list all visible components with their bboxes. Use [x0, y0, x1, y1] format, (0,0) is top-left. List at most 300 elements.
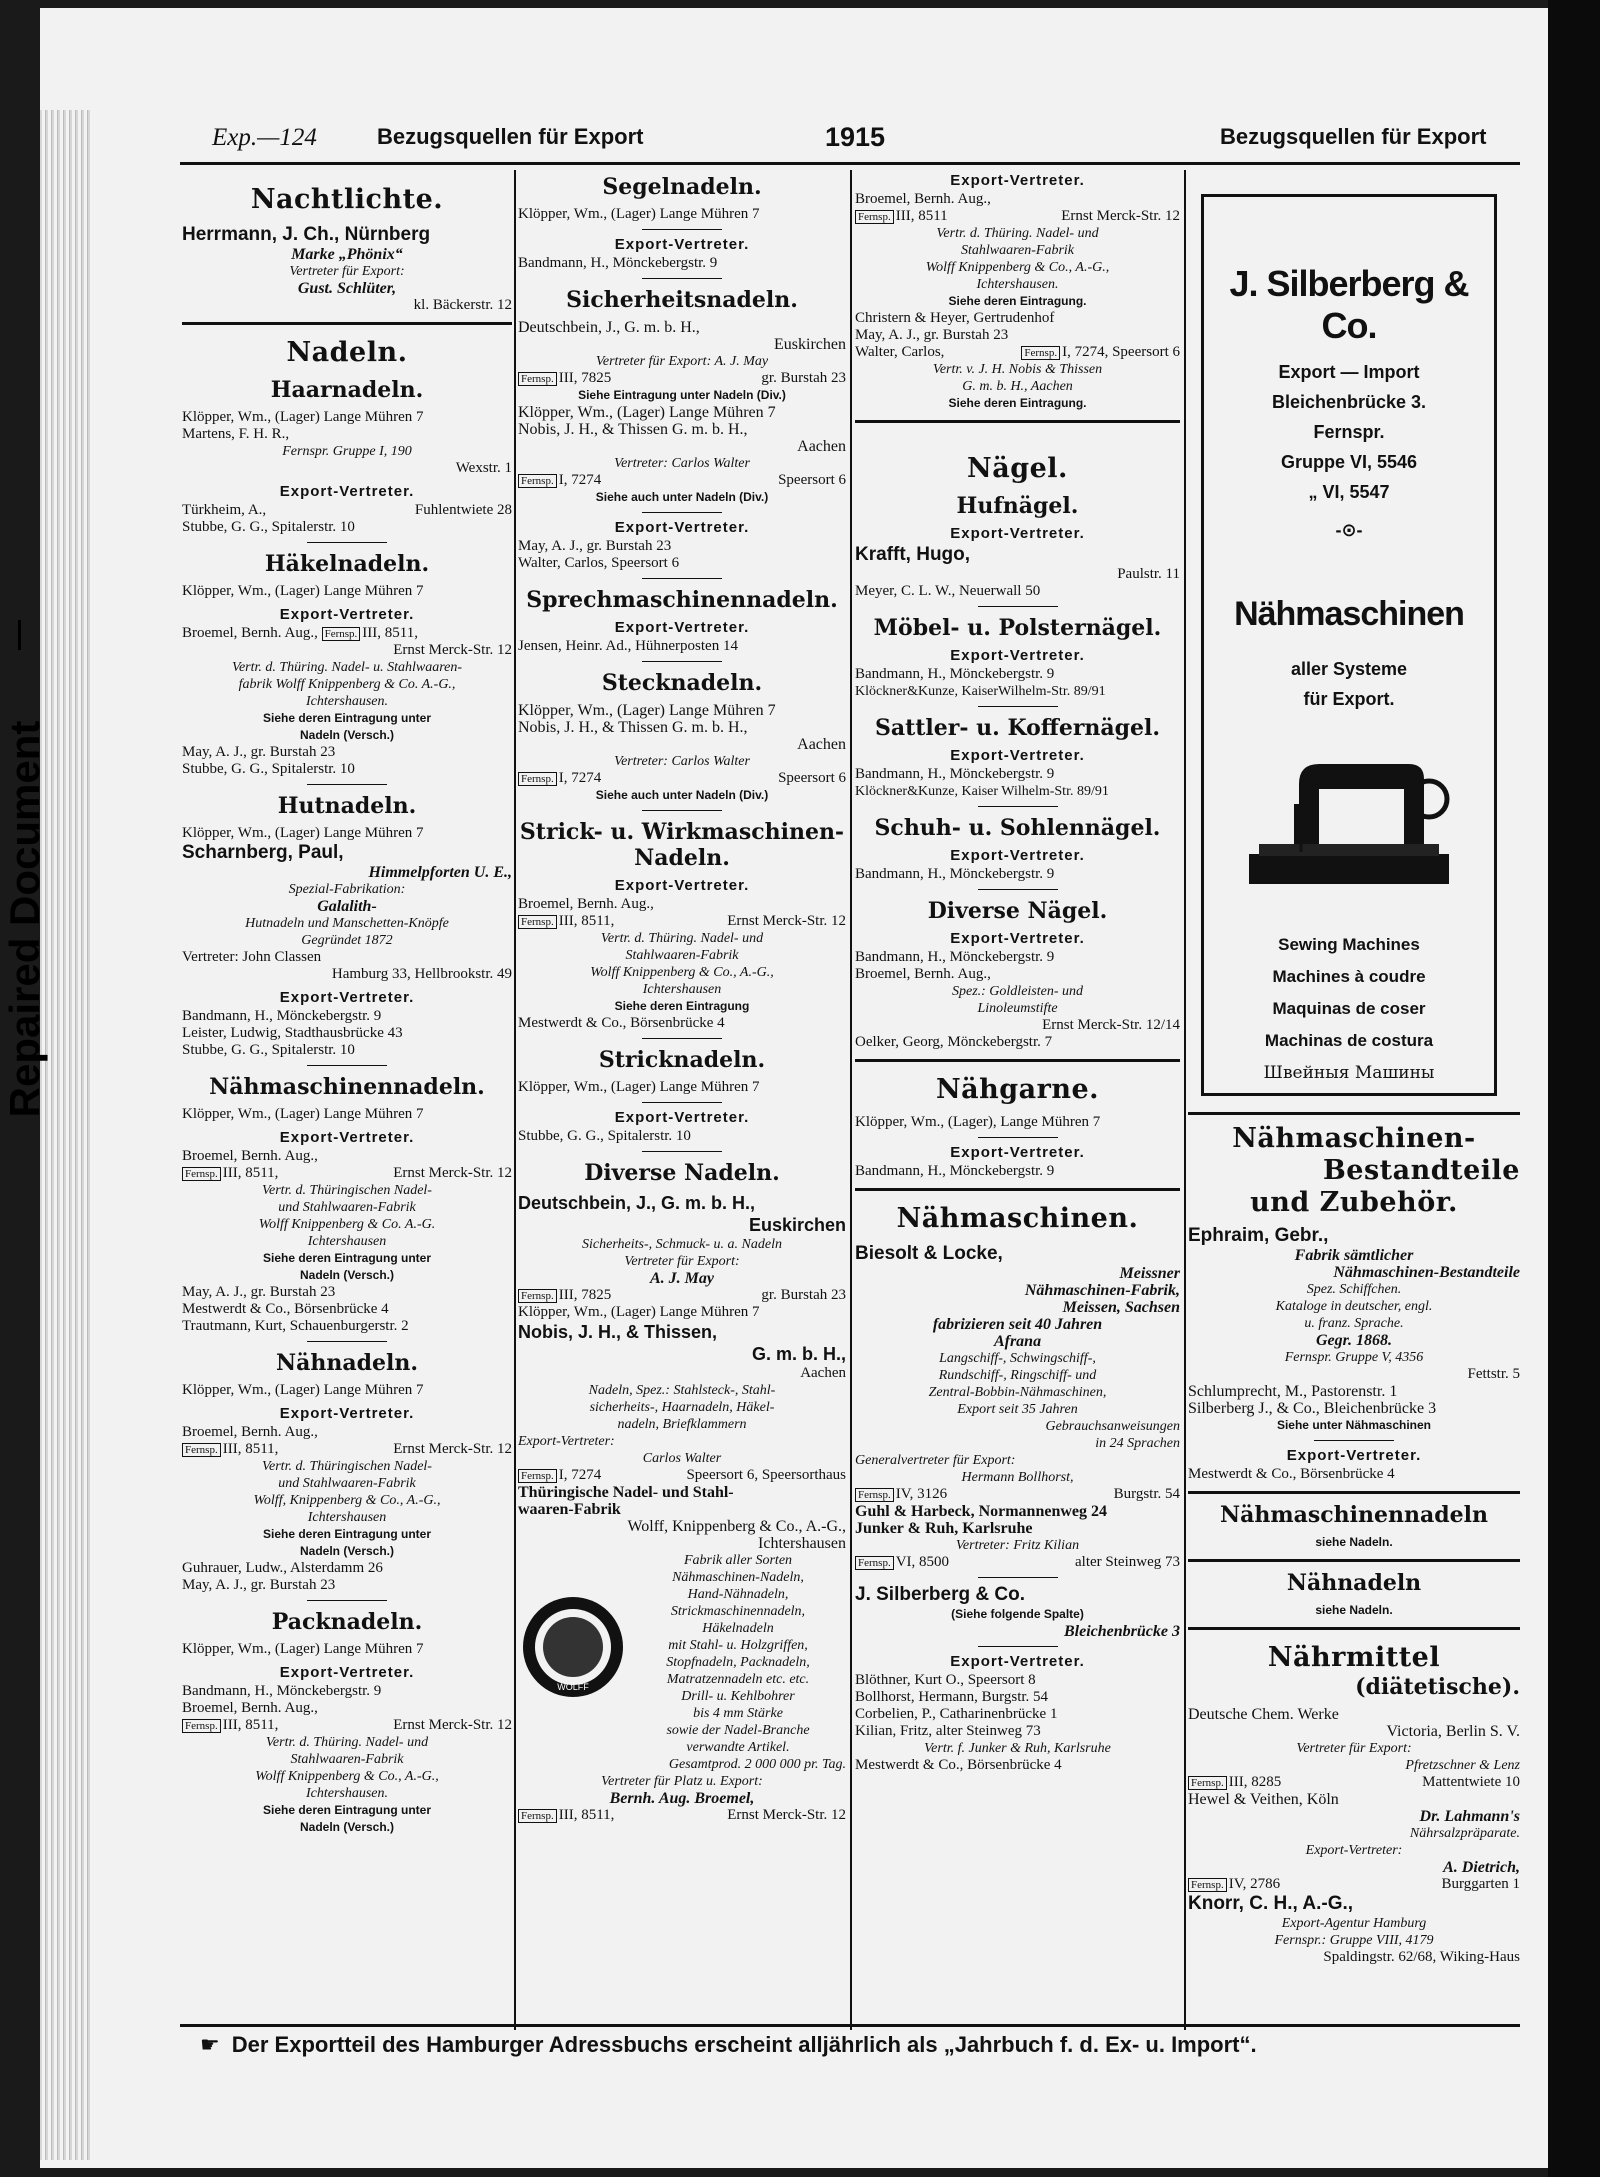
short-rule [978, 1577, 1058, 1578]
entry: Nobis, J. H., & Thissen G. m. b. H., [518, 421, 748, 438]
entry: Mestwerdt & Co., Börsenbrücke 4 [1188, 1466, 1395, 1482]
entry-note: Vertr. d. Thüring. Nadel- und [600, 931, 764, 946]
ad-headline: Nähmaschinen [1234, 595, 1464, 633]
entry: Bandmann, H., Mönckebergstr. 9 [855, 1163, 1055, 1179]
entry [855, 1486, 1180, 1503]
entry-note: A. Dietrich, [1443, 1859, 1520, 1876]
entry: Broemel, Bernh. Aug., [855, 966, 991, 982]
subsection-title: Segelnadeln. [602, 174, 762, 200]
firm-note: Gebrauchsanweisungen [1045, 1419, 1180, 1434]
entry: Silberberg J., & Co., Bleichenbrücke 3 [1188, 1400, 1437, 1417]
entry: Junker & Ruh, Karlsruhe [855, 1520, 1033, 1537]
entry-note: Nährsalzpräparate. [1409, 1826, 1520, 1841]
firm-ad [518, 1552, 846, 1756]
short-rule [978, 706, 1058, 707]
short-rule [307, 1065, 387, 1066]
firm-name: waaren-Fabrik [518, 1501, 621, 1518]
entry-phone: III, 8511, [222, 1165, 279, 1181]
firm-note: Export seit 35 Jahren [957, 1402, 1078, 1417]
entry [1188, 1876, 1520, 1893]
entry: Klöpper, Wm., (Lager) Lange Mühren 7 [518, 1079, 760, 1095]
firm-name: Scharnberg, Paul, [182, 842, 344, 863]
footer-note [200, 2032, 1500, 2058]
firm-name: Krafft, Hugo, [855, 544, 971, 565]
entry-address: Hamburg 33, Hellbrookstr. 49 [331, 966, 512, 982]
ad-language-line: Maquinas de coser [1272, 999, 1426, 1018]
entry-address: Wexstr. 1 [455, 460, 512, 476]
export-reps-label: Export-Vertreter. [279, 1405, 415, 1422]
entry-address: Mattentwiete 10 [1422, 1774, 1520, 1790]
subsection-title: Hufnägel. [956, 493, 1079, 519]
entry: Klöpper, Wm., (Lager) Lange Mühren 7 [518, 702, 776, 719]
short-rule [642, 578, 722, 579]
entry: Aachen [797, 438, 846, 455]
phone-icon: Fernsp. [518, 372, 557, 386]
entry-phone: III, 7825 [558, 1287, 612, 1303]
firm-name: Wolff, Knippenberg & Co., A.-G., [627, 1518, 846, 1535]
phone-icon: Fernsp. [518, 915, 557, 929]
subsection-title: Diverse Nägel. [927, 898, 1108, 924]
header-title-right: Bezugsquellen für Export [1220, 124, 1487, 149]
entry-phone: III, 7825 [558, 370, 612, 386]
export-reps-label: Export-Vertreter. [950, 747, 1085, 764]
entry: Schlumprecht, M., Pastorenstr. 1 [1188, 1383, 1398, 1400]
firm-note: Nadeln, Spez.: Stahlsteck-, Stahl- [588, 1383, 776, 1398]
firm-note: Kataloge in deutscher, engl. [1275, 1299, 1433, 1314]
short-rule [978, 606, 1058, 607]
entry [518, 370, 846, 387]
cross-reference: Nadeln (Versch.) [299, 728, 395, 742]
entry-note: und Stahlwaaren-Fabrik [278, 1200, 416, 1215]
short-rule [642, 229, 722, 230]
phone-icon: Fernsp. [1188, 1878, 1227, 1892]
entry-phone: I, 7274 [558, 472, 602, 488]
firm-note: mit Stahl- u. Holzgriffen, [668, 1638, 808, 1653]
firm-note: sowie der Nadel-Branche [666, 1723, 810, 1738]
firm-note: Matratzennadeln etc. etc. [666, 1672, 810, 1687]
subsection-title: Nähmaschinennadeln [1220, 1502, 1488, 1528]
cross-reference: Nadeln (Versch.) [299, 1544, 395, 1558]
entry: Bandmann, H., Mönckebergstr. 9 [855, 766, 1055, 782]
rep-address: kl. Bäckerstr. 12 [413, 297, 512, 313]
cross-reference: siehe Nadeln. [1315, 1535, 1393, 1549]
firm-note: Nähmaschinen-Fabrik, [1024, 1282, 1180, 1299]
entry-address: Ernst Merck-Str. 12 [1061, 208, 1180, 224]
entry: Bandmann, H., Mönckebergstr. 9 [855, 866, 1055, 882]
entry [182, 502, 512, 519]
export-reps-label: Export-Vertreter. [1286, 1447, 1422, 1464]
section-rule [855, 1059, 1180, 1062]
subsection-title: Sattler- u. Koffernägel. [874, 715, 1161, 741]
entry [518, 770, 846, 787]
export-reps-label: Export-Vertreter. [614, 519, 750, 536]
cross-reference: Siehe deren Eintragung unter [262, 711, 432, 725]
firm-note: Generalvertreter für Export: [855, 1453, 1016, 1468]
entry: Bandmann, H., Mönckebergstr. 9 [518, 255, 718, 271]
firm-note: Langschiff-, Schwingschiff-, [939, 1351, 1096, 1366]
section-rule [855, 420, 1180, 423]
phone-icon: Fernsp. [322, 627, 361, 641]
section-rule [1188, 1491, 1520, 1494]
phone-icon: Fernsp. [518, 1289, 557, 1303]
firm-note: Fabrik aller Sorten [683, 1553, 793, 1568]
firm-note: Carlos Walter [642, 1451, 722, 1466]
firm-name: Nobis, J. H., & Thissen, [518, 1322, 718, 1342]
entry: Blöthner, Kurt O., Speersort 8 [855, 1672, 1036, 1688]
entry: Bandmann, H., Mönckebergstr. 9 [182, 1008, 382, 1024]
short-rule [1314, 1440, 1394, 1441]
firm-note: sicherheits-, Haarnadeln, Häkel- [589, 1400, 775, 1415]
export-reps-label: Export-Vertreter. [614, 619, 750, 636]
entry: Deutsche Chem. Werke [1188, 1706, 1339, 1723]
entry: Stubbe, G. G., Spitalerstr. 10 [182, 761, 355, 777]
phone-icon: Fernsp. [1188, 1776, 1227, 1790]
entry-note: Vertr. v. J. H. Nobis & Thissen [932, 362, 1103, 377]
firm-note: Hutnadeln und Manschetten-Knöpfe [245, 916, 449, 931]
firm-note: verwandte Artikel. [686, 1740, 790, 1755]
entry [182, 1441, 512, 1458]
entry-note: Wolff Knippenberg & Co., A.-G., [925, 260, 1110, 275]
firm-name: Thüringische Nadel- und Stahl- [518, 1484, 734, 1501]
ad-line: „ VI, 5547 [1308, 482, 1390, 502]
firm-note: bis 4 mm Stärke [693, 1706, 783, 1721]
entry: Klöpper, Wm., (Lager), Lange Mühren 7 [855, 1114, 1101, 1130]
entry: Martens, F. H. R., [182, 426, 290, 442]
subsection-title: Nähmaschinennadeln. [209, 1074, 485, 1100]
entry: Aachen [797, 736, 846, 753]
entry: Stubbe, G. G., Spitalerstr. 10 [182, 519, 355, 535]
firm-note: Vertreter: Fritz Kilian [955, 1538, 1080, 1553]
short-rule [642, 810, 722, 811]
phone-icon: Fernsp. [182, 1167, 221, 1181]
entry: Broemel, Bernh. Aug., [182, 1148, 318, 1164]
firm-note: Meissen, Sachsen [1062, 1299, 1180, 1316]
export-reps-label: Export-Vertreter. [950, 172, 1085, 189]
firm-note: in 24 Sprachen [1095, 1436, 1180, 1451]
section-rule [182, 322, 512, 325]
section-title: Nadeln. [286, 337, 408, 368]
page-number: Exp.—124 [212, 124, 317, 151]
entry-address: Burgstr. 54 [1113, 1486, 1180, 1502]
firm-name: Knorr, C. H., A.-G., [1188, 1893, 1354, 1914]
firm-note: Rundschiff-, Ringschiff- und [938, 1368, 1097, 1383]
entry: Klöpper, Wm., (Lager) Lange Mühren 7 [182, 1382, 424, 1398]
firm-note: fabrizieren seit 40 Jahren [932, 1316, 1103, 1333]
entry-phone: Fernspr. Gruppe I, 190 [282, 444, 412, 459]
cross-reference: Nadeln (Versch.) [299, 1820, 395, 1834]
subsection-title: Nähnadeln. [275, 1350, 418, 1376]
section-title: Nähmaschinen. [896, 1203, 1139, 1234]
entry [518, 1287, 846, 1304]
column-2 [518, 172, 846, 1824]
entry-address: Speersort 6 [778, 472, 846, 488]
firm-note: Zentral-Bobbin-Nähmaschinen, [928, 1385, 1107, 1400]
export-reps-label: Export-Vertreter. [279, 483, 415, 500]
entry: Euskirchen [774, 336, 846, 353]
section-title: Nährmittel [1267, 1642, 1441, 1673]
entry-address: Ernst Merck-Str. 12 [727, 1807, 846, 1823]
short-rule [307, 1600, 387, 1601]
entry-address: gr. Burstah 23 [761, 1287, 846, 1303]
entry-address: Ernst Merck-Str. 12 [393, 1441, 512, 1457]
firm-note: u. franz. Sprache. [1304, 1316, 1404, 1331]
entry: Nobis, J. H., & Thissen G. m. b. H., [518, 719, 748, 736]
entry-note: Ichtershausen [642, 982, 722, 997]
entry: May, A. J., gr. Burstah 23 [182, 744, 336, 760]
phone-icon: Fernsp. [518, 1469, 557, 1483]
entry-note: Ichtershausen [307, 1234, 387, 1249]
ad-language-line: Machinas de costura [1264, 1031, 1434, 1050]
entry-note: Linoleumstifte [977, 1001, 1058, 1016]
entry-phone: III, 8511, [558, 1807, 615, 1823]
firm-city: Ichtershausen [758, 1535, 846, 1552]
export-reps-label: Export-Vertreter. [950, 1653, 1085, 1670]
section-title: Nähmaschinen- [1232, 1123, 1476, 1154]
entry: Walter, Carlos, Speersort 6 [518, 555, 680, 571]
entry: Klöpper, Wm., (Lager) Lange Mühren 7 [182, 583, 424, 599]
entry-note: Vertreter: Carlos Walter [614, 456, 750, 471]
column-4 [1188, 1112, 1520, 1966]
subsection-title: Haarnadeln. [270, 377, 424, 403]
export-reps-label: Export-Vertreter. [279, 606, 415, 623]
entry: Bandmann, H., Mönckebergstr. 9 [855, 949, 1055, 965]
entry-note: Spez.: Goldleisten- und [951, 984, 1084, 999]
entry [518, 1807, 846, 1824]
entry-phone: III, 8511, [558, 913, 615, 929]
ad-firm-name: J. Silberberg & Co. [1229, 263, 1469, 346]
phone-icon: Fernsp. [518, 1809, 557, 1823]
entry: Broemel, Bernh. Aug., [518, 896, 654, 912]
phone-icon: Fernsp. [855, 1488, 894, 1502]
subsection-title: Hutnadeln. [277, 793, 417, 819]
firm-name: Biesolt & Locke, [855, 1243, 1003, 1264]
firm-note: Afrana [993, 1333, 1042, 1350]
subsection-title: (diätetische). [1355, 1674, 1520, 1700]
subsection-title: Häkelnadeln. [264, 551, 430, 577]
ad-line: Export — Import [1278, 362, 1420, 382]
firm-note: Häkelnadeln [702, 1621, 774, 1636]
export-reps-label: Export-Vertreter. [279, 1664, 415, 1681]
entry-note: und Stahlwaaren-Fabrik [278, 1476, 416, 1491]
cross-reference: Siehe deren Eintragung. [948, 396, 1087, 410]
entry-phone: III, 8285 [1228, 1774, 1282, 1790]
entry: Meyer, C. L. W., Neuerwall 50 [855, 583, 1041, 599]
export-reps-label: Export-Vertreter. [950, 647, 1085, 664]
entry-note: Vertr. f. Junker & Ruh, Karlsruhe [924, 1741, 1111, 1756]
entry-address: Ernst Merck-Str. 12 [393, 642, 512, 658]
firm-note: Gegr. 1868. [1316, 1332, 1392, 1349]
short-rule [642, 1102, 722, 1103]
section-title: Nägel. [967, 453, 1068, 484]
entry-note: Vertreter für Export: A. J. May [595, 354, 769, 369]
entry [855, 208, 1180, 225]
entry: Klöpper, Wm., (Lager) Lange Mühren 7 [182, 1106, 424, 1122]
header-year: 1915 [825, 122, 886, 152]
column-rule-2 [850, 170, 852, 2030]
entry-note: Pfretzschner & Lenz [1405, 1758, 1520, 1773]
entry: Klöpper, Wm., (Lager) Lange Mühren 7 [182, 409, 424, 425]
entry-note: Ichtershausen. [305, 694, 389, 709]
firm-note: nadeln, Briefklammern [617, 1417, 747, 1432]
entry-address: Ernst Merck-Str. 12 [393, 1165, 512, 1181]
entry-note: Wolff Knippenberg & Co. A.-G. [258, 1217, 436, 1232]
short-rule [978, 1646, 1058, 1647]
section-title: Nachtlichte. [250, 184, 444, 215]
firm-note: Nähmaschinen-Bestandteile [1333, 1264, 1520, 1281]
section-title: Bestandteile [1322, 1155, 1520, 1186]
section-rule [855, 1188, 1180, 1191]
firm-rep: A. J. May [650, 1270, 714, 1287]
entry [518, 472, 846, 489]
section-rule [1188, 1627, 1520, 1630]
scan-border [1548, 0, 1600, 2177]
document-page [180, 112, 1520, 2142]
phone-icon: Fernsp. [182, 1719, 221, 1733]
rep-label: Vertreter für Export: [289, 264, 405, 279]
entry-phone: I, 7274 [558, 1467, 602, 1483]
entry-note: Stahlwaaren-Fabrik [290, 1752, 404, 1767]
entry-note: Vertr. d. Thüring. Nadel- und [936, 226, 1099, 241]
firm-note: Drill- u. Kehlbohrer [681, 1689, 795, 1704]
seal-icon [518, 1592, 628, 1702]
section-rule [1188, 1559, 1520, 1562]
firm-note: Vertreter für Export: [624, 1254, 740, 1269]
entry: Vertreter: John Classen [182, 949, 322, 965]
entry [855, 344, 1180, 361]
firm-note: Galalith- [317, 898, 377, 915]
entry-phone: III, 8511 [895, 208, 948, 224]
entry-address: Fuhlentwiete 28 [414, 502, 512, 518]
subsection-title: Strick- u. Wirkmaschinen-Nadeln. [519, 819, 845, 871]
entry: Stubbe, G. G., Spitalerstr. 10 [182, 1042, 355, 1058]
entry: Jensen, Heinr. Ad., Hühnerposten 14 [518, 638, 738, 654]
cross-reference: Siehe Eintragung unter Nadeln (Div.) [578, 388, 786, 402]
side-label [0, 620, 50, 1200]
entry-note: Export-Agentur Hamburg [1281, 1916, 1427, 1931]
firm-note: Gesamtprod. 2 000 000 pr. Tag. [668, 1757, 846, 1772]
entry-phone: VI, 8500 [895, 1554, 950, 1570]
rep-name: Gust. Schlüter, [297, 280, 397, 297]
phone-icon: Fernsp. [518, 474, 557, 488]
entry-address: Burggarten 1 [1441, 1876, 1520, 1892]
phone-icon: Fernsp. [855, 210, 894, 224]
entry: Christern & Heyer, Gertrudenhof [855, 310, 1055, 326]
firm-note: Nähmaschinen-Nadeln, [672, 1570, 804, 1585]
entry-address: Fettstr. 5 [1467, 1366, 1520, 1382]
cross-reference: Siehe auch unter Nadeln (Div.) [595, 788, 769, 802]
entry: Klöpper, Wm., (Lager) Lange Mühren 7 [518, 206, 760, 222]
footer-rule [180, 2024, 1520, 2027]
entry-note: Ichtershausen. [976, 277, 1059, 292]
firm-mark: Marke „Phönix“ [291, 246, 403, 263]
entry: Leister, Ludwig, Stadthausbrücke 43 [182, 1025, 403, 1041]
firm-note: Gegründet 1872 [301, 933, 393, 948]
short-rule [307, 784, 387, 785]
entry: Guhrauer, Ludw., Alsterdamm 26 [182, 1560, 383, 1576]
ad-language-line: Machines à coudre [1272, 967, 1426, 986]
cross-reference: Siehe deren Eintragung unter [262, 1803, 432, 1817]
entry: Mestwerdt & Co., Börsenbrücke 4 [518, 1015, 725, 1031]
entry: Klöckner&Kunze, Kaiser Wilhelm-Str. 89/91 [855, 784, 1109, 799]
column-3 [855, 172, 1180, 1774]
entry-phone: III, 8511, [222, 1441, 279, 1457]
entry-name: Walter, Carlos, [855, 344, 945, 360]
entry-phone: I, 7274 [558, 770, 602, 786]
entry: May, A. J., gr. Burstah 23 [855, 327, 1009, 343]
entry: Klöpper, Wm., (Lager) Lange Mühren 7 [518, 1304, 760, 1320]
seal-text: WOLFF [557, 1682, 589, 1692]
section-title: Nähgarne. [935, 1074, 1100, 1105]
cross-reference: Siehe deren Eintragung unter [262, 1527, 432, 1541]
entry: Mestwerdt & Co., Börsenbrücke 4 [855, 1757, 1062, 1773]
entry-phone: III, 8511, [362, 625, 418, 641]
export-reps-label: Export-Vertreter. [950, 847, 1085, 864]
cross-reference: Siehe deren Eintragung [614, 999, 750, 1013]
entry-address: Ernst Merck-Str. 12/14 [1042, 1017, 1180, 1033]
subsection-title: Sicherheitsnadeln. [566, 287, 798, 313]
firm-city: Aachen [800, 1365, 846, 1381]
subsection-title: Nähnadeln [1286, 1570, 1422, 1596]
entry [855, 1554, 1180, 1571]
ad-line: aller Systeme [1290, 659, 1408, 679]
entry-address: Speersort 6, Speersorthaus [686, 1467, 846, 1483]
phone-icon: Fernsp. [1021, 346, 1060, 360]
firm-address: Himmelpforten U. E., [368, 864, 512, 881]
entry-address: Ernst Merck-Str. 12 [393, 1717, 512, 1733]
cross-reference: (Siehe folgende Spalte) [951, 1607, 1084, 1621]
firm-note: Meissner [1119, 1265, 1180, 1282]
entry: Mestwerdt & Co., Börsenbrücke 4 [182, 1301, 389, 1317]
running-header [180, 118, 1520, 162]
export-reps-label: Export-Vertreter. [614, 877, 750, 894]
firm-note: Stopfnadeln, Packnadeln, [666, 1655, 810, 1670]
firm-name: Herrmann, J. Ch., Nürnberg [182, 224, 431, 245]
entry-note: fabrik Wolff Knippenberg & Co. A.-G., [238, 677, 456, 692]
header-title-left: Bezugsquellen für Export [377, 124, 644, 149]
entry: Klöpper, Wm., (Lager) Lange Mühren 7 [518, 404, 776, 421]
firm-note: Hand-Nähnadeln, [687, 1587, 789, 1602]
firm-name: G. m. b. H., [751, 1344, 846, 1364]
firm-note: Spez. Schiffchen. [1306, 1282, 1402, 1297]
entry: Corbelien, P., Catharinenbrücke 1 [855, 1706, 1058, 1722]
firm-note: Sicherheits-, Schmuck- u. a. Nadeln [582, 1237, 782, 1252]
export-reps-label: Export-Vertreter. [614, 236, 750, 253]
ad-language-line: Швейныя Машины [1263, 1063, 1435, 1083]
entry-address: Speersort 6 [778, 770, 846, 786]
export-reps-label: Export-Vertreter. [950, 1144, 1085, 1161]
entry-note: Vertreter für Export: [1296, 1741, 1412, 1756]
short-rule [642, 512, 722, 513]
firm-name: Deutschbein, J., G. m. b. H., [518, 1193, 756, 1213]
entry-note: Wolff, Knippenberg & Co., A.-G., [253, 1493, 441, 1508]
entry: May, A. J., gr. Burstah 23 [182, 1284, 336, 1300]
entry-phone: IV, 3126 [895, 1486, 948, 1502]
firm-city: Euskirchen [748, 1215, 846, 1235]
entry-note: Vertreter: Carlos Walter [614, 754, 750, 769]
firm-note: Export-Vertreter: [518, 1434, 615, 1449]
firm-note: Vertreter für Platz u. Export: [601, 1774, 763, 1789]
entry-address: Spaldingstr. 62/68, Wiking-Haus [1323, 1949, 1520, 1965]
firm-note: Strickmaschinennadeln, [670, 1604, 806, 1619]
entry: Klöpper, Wm., (Lager) Lange Mühren 7 [182, 1641, 424, 1657]
entry: Oelker, Georg, Mönckebergstr. 7 [855, 1034, 1053, 1050]
entry-phone: IV, 2786 [1228, 1876, 1281, 1892]
entry: Broemel, Bernh. Aug., [182, 1700, 318, 1716]
cross-reference: Nadeln (Versch.) [299, 1268, 395, 1282]
cross-reference: Siehe deren Eintragung unter [262, 1251, 432, 1265]
short-rule [978, 1137, 1058, 1138]
entry-note: Vertr. d. Thüring. Nadel- u. Stahlwaaren- [231, 660, 463, 675]
